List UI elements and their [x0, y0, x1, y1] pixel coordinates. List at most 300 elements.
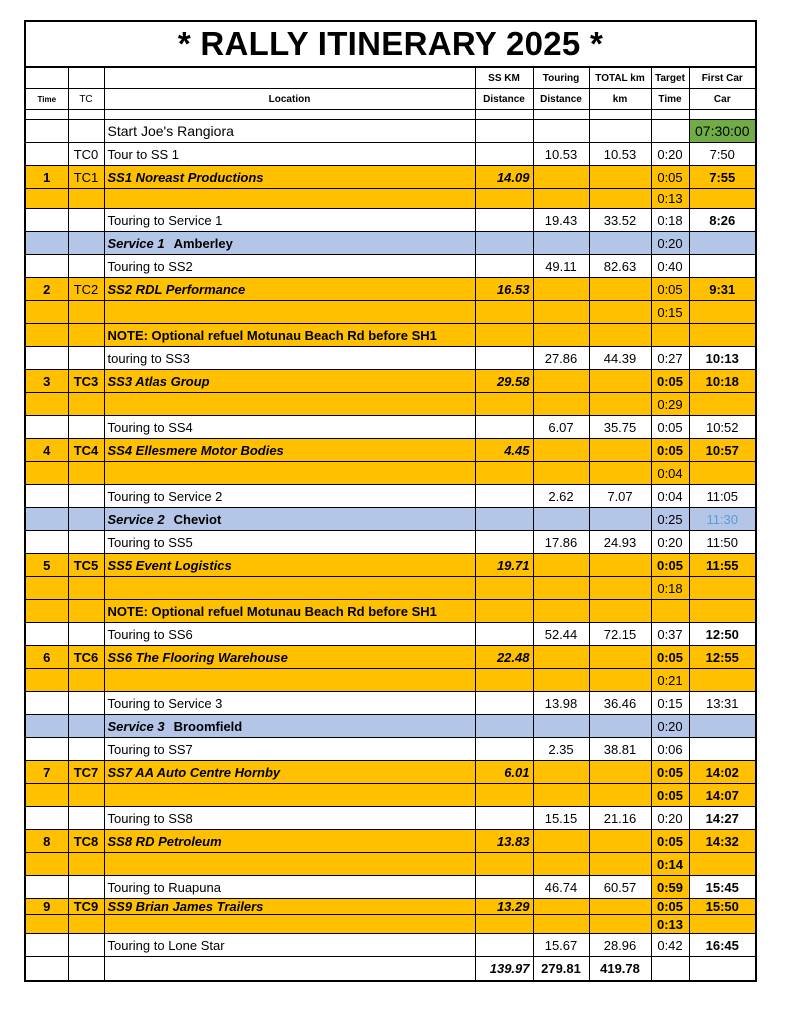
cell-tc: [68, 807, 104, 830]
cell-touring: [533, 600, 589, 623]
cell-tc: [68, 393, 104, 416]
cell-total: 72.15: [589, 623, 651, 646]
cell-ss-km: [475, 416, 533, 439]
table-row: [26, 554, 755, 577]
table-row: [26, 646, 755, 669]
cell-touring: 10.53: [533, 143, 589, 166]
cell-ss-km: [475, 143, 533, 166]
table-row: [26, 738, 755, 761]
cell-target-time: 0:20: [651, 807, 689, 830]
cell-total: 60.57: [589, 876, 651, 899]
cell-location: SS9 Brian James Trailers: [104, 899, 475, 915]
table-row: [26, 508, 755, 531]
cell-first-car: 14:32: [689, 830, 755, 853]
cell-tc: [68, 623, 104, 646]
cell-ss-km: [475, 531, 533, 554]
table-row: [26, 531, 755, 554]
table-row: [26, 209, 755, 232]
table-row: [26, 462, 755, 485]
cell-first-car: 15:50: [689, 899, 755, 915]
table-row: [26, 761, 755, 784]
cell-target: [26, 934, 68, 957]
cell-target: 6: [26, 646, 68, 669]
cell-location: [104, 577, 475, 600]
cell-target: [26, 853, 68, 876]
cell-touring: 52.44: [533, 623, 589, 646]
cell-target-time: 0:37: [651, 623, 689, 646]
cell-location: NOTE: Optional refuel Motunau Beach Rd before SH1: [104, 324, 475, 347]
cell-target: [26, 807, 68, 830]
table-row: [26, 577, 755, 600]
cell-ss-km: [475, 255, 533, 278]
service-label: Service 2: [107, 511, 165, 527]
cell-ss-km: [475, 784, 533, 807]
cell-location: SS8 RD Petroleum: [104, 830, 475, 853]
cell-first-car: 13:31: [689, 692, 755, 715]
header-target: Target: [651, 68, 689, 89]
start-location: Start Joe's Rangiora: [104, 120, 475, 143]
cell-location: Touring to SS8: [104, 807, 475, 830]
cell-ss-km: [475, 301, 533, 324]
cell-first-car: [689, 600, 755, 623]
cell-total: [589, 370, 651, 393]
cell-touring: [533, 761, 589, 784]
cell-first-car: [689, 669, 755, 692]
cell-target: [26, 324, 68, 347]
cell-total: [589, 324, 651, 347]
cell-total: 82.63: [589, 255, 651, 278]
cell-touring: [533, 189, 589, 209]
cell-total: [589, 646, 651, 669]
cell-first-car: 11:05: [689, 485, 755, 508]
cell-tc: TC9: [68, 899, 104, 915]
cell-target-time: 0:20: [651, 531, 689, 554]
cell-total: [589, 278, 651, 301]
cell-tc: [68, 715, 104, 738]
cell-ss-km: [475, 462, 533, 485]
cell-total: [589, 232, 651, 255]
cell-target: [26, 301, 68, 324]
cell-target: 1: [26, 166, 68, 189]
cell-tc: TC3: [68, 370, 104, 393]
cell-location: SS5 Event Logistics: [104, 554, 475, 577]
start-row: [26, 120, 755, 143]
cell-total: 24.93: [589, 531, 651, 554]
cell-location: [104, 508, 475, 531]
cell-ss-km: 13.29: [475, 899, 533, 915]
cell-first-car: [689, 189, 755, 209]
cell-target-time: [651, 600, 689, 623]
cell-touring: [533, 232, 589, 255]
cell-total: [589, 166, 651, 189]
cell-ss-km: [475, 915, 533, 934]
table-row: [26, 485, 755, 508]
cell-tc: [68, 738, 104, 761]
table-row: [26, 232, 755, 255]
table-row: [26, 915, 755, 934]
cell-touring: [533, 301, 589, 324]
header-ss-distance: Distance: [475, 89, 533, 110]
cell-ss-km: [475, 508, 533, 531]
cell-touring: [533, 554, 589, 577]
cell-first-car: 10:57: [689, 439, 755, 462]
table-row: [26, 324, 755, 347]
cell-ss-km: [475, 393, 533, 416]
cell-target-time: [651, 324, 689, 347]
cell-touring: [533, 830, 589, 853]
cell-total: 28.96: [589, 934, 651, 957]
cell-tc: TC0: [68, 143, 104, 166]
header-total-km: km: [589, 89, 651, 110]
cell-target-time: 0:05: [651, 899, 689, 915]
cell-location: Touring to Service 1: [104, 209, 475, 232]
cell-touring: 2.62: [533, 485, 589, 508]
cell-ss-km: [475, 715, 533, 738]
cell-tc: [68, 531, 104, 554]
cell-first-car: [689, 577, 755, 600]
cell-first-car: 7:50: [689, 143, 755, 166]
cell-location: Tour to SS 1: [104, 143, 475, 166]
header-car: Car: [689, 89, 755, 110]
cell-location: SS2 RDL Performance: [104, 278, 475, 301]
service-place: Amberley: [173, 235, 233, 251]
cell-total: 35.75: [589, 416, 651, 439]
cell-location: [104, 784, 475, 807]
cell-first-car: [689, 255, 755, 278]
cell-tc: [68, 853, 104, 876]
cell-target: [26, 232, 68, 255]
cell-target-time: 0:05: [651, 830, 689, 853]
cell-total: [589, 915, 651, 934]
cell-tc: [68, 301, 104, 324]
cell-touring: [533, 915, 589, 934]
cell-target-time: 0:13: [651, 915, 689, 934]
table-row: [26, 166, 755, 189]
header-first-car: First Car: [689, 68, 755, 89]
cell-ss-km: 22.48: [475, 646, 533, 669]
cell-tc: [68, 189, 104, 209]
cell-ss-km: [475, 324, 533, 347]
cell-target: 8: [26, 830, 68, 853]
header-touring: Touring: [533, 68, 589, 89]
cell-target-time: 0:40: [651, 255, 689, 278]
cell-tc: [68, 416, 104, 439]
cell-location: SS3 Atlas Group: [104, 370, 475, 393]
cell-touring: 15.67: [533, 934, 589, 957]
cell-touring: [533, 853, 589, 876]
cell-target-time: 0:05: [651, 370, 689, 393]
table-row: [26, 715, 755, 738]
cell-tc: [68, 692, 104, 715]
cell-touring: [533, 577, 589, 600]
table-row: [26, 899, 755, 915]
total-touring: 279.81: [533, 957, 589, 980]
cell-touring: 19.43: [533, 209, 589, 232]
cell-touring: [533, 899, 589, 915]
cell-tc: [68, 485, 104, 508]
service-place: Cheviot: [173, 511, 222, 527]
cell-location: touring to SS3: [104, 347, 475, 370]
cell-first-car: [689, 462, 755, 485]
cell-target-time: 0:05: [651, 646, 689, 669]
cell-location: [104, 669, 475, 692]
total-km: 419.78: [589, 957, 651, 980]
cell-tc: [68, 508, 104, 531]
cell-ss-km: [475, 853, 533, 876]
cell-tc: [68, 934, 104, 957]
table-row: [26, 600, 755, 623]
cell-total: [589, 439, 651, 462]
cell-target: 2: [26, 278, 68, 301]
cell-location: NOTE: Optional refuel Motunau Beach Rd before SH1: [104, 600, 475, 623]
cell-first-car: 7:55: [689, 166, 755, 189]
table-row: [26, 669, 755, 692]
cell-first-car: 10:13: [689, 347, 755, 370]
cell-target-time: 0:05: [651, 416, 689, 439]
table-row: [26, 278, 755, 301]
table-row: [26, 623, 755, 646]
cell-total: 36.46: [589, 692, 651, 715]
cell-location: Touring to Service 2: [104, 485, 475, 508]
cell-target-time: 0:42: [651, 934, 689, 957]
table-row: [26, 439, 755, 462]
cell-touring: [533, 278, 589, 301]
itinerary-table: [26, 67, 755, 980]
cell-target-time: 0:27: [651, 347, 689, 370]
cell-target-time: 0:59: [651, 876, 689, 899]
cell-total: [589, 301, 651, 324]
cell-touring: 13.98: [533, 692, 589, 715]
cell-target: 4: [26, 439, 68, 462]
cell-target: 3: [26, 370, 68, 393]
cell-ss-km: [475, 577, 533, 600]
cell-touring: 46.74: [533, 876, 589, 899]
cell-location: [104, 393, 475, 416]
cell-total: 38.81: [589, 738, 651, 761]
cell-tc: [68, 255, 104, 278]
cell-location: [104, 301, 475, 324]
cell-tc: TC6: [68, 646, 104, 669]
table-row: [26, 853, 755, 876]
cell-total: 10.53: [589, 143, 651, 166]
cell-target: [26, 255, 68, 278]
cell-location: Touring to Lone Star: [104, 934, 475, 957]
cell-target: [26, 915, 68, 934]
cell-target: [26, 600, 68, 623]
cell-target: [26, 347, 68, 370]
cell-first-car: 14:27: [689, 807, 755, 830]
header-target-col: Time: [26, 89, 68, 110]
cell-first-car: [689, 715, 755, 738]
cell-total: [589, 393, 651, 416]
cell-first-car: 10:18: [689, 370, 755, 393]
cell-target-time: 0:05: [651, 784, 689, 807]
cell-tc: [68, 600, 104, 623]
cell-ss-km: 14.09: [475, 166, 533, 189]
cell-first-car: 11:50: [689, 531, 755, 554]
cell-first-car: 12:50: [689, 623, 755, 646]
cell-location: SS6 The Flooring Warehouse: [104, 646, 475, 669]
cell-touring: 15.15: [533, 807, 589, 830]
cell-target: [26, 393, 68, 416]
cell-total: [589, 554, 651, 577]
cell-location: SS4 Ellesmere Motor Bodies: [104, 439, 475, 462]
cell-location: Touring to SS5: [104, 531, 475, 554]
cell-first-car: [689, 324, 755, 347]
cell-ss-km: [475, 807, 533, 830]
cell-ss-km: 13.83: [475, 830, 533, 853]
table-row: [26, 370, 755, 393]
cell-target: [26, 189, 68, 209]
cell-tc: TC4: [68, 439, 104, 462]
cell-target-time: 0:15: [651, 301, 689, 324]
cell-first-car: [689, 232, 755, 255]
cell-touring: [533, 324, 589, 347]
cell-tc: [68, 577, 104, 600]
cell-total: [589, 784, 651, 807]
cell-ss-km: [475, 485, 533, 508]
cell-first-car: [689, 915, 755, 934]
cell-total: [589, 899, 651, 915]
cell-total: [589, 761, 651, 784]
cell-target: [26, 623, 68, 646]
cell-ss-km: 29.58: [475, 370, 533, 393]
cell-target-time: 0:05: [651, 439, 689, 462]
cell-target-time: 0:18: [651, 209, 689, 232]
cell-touring: 27.86: [533, 347, 589, 370]
cell-target-time: 0:04: [651, 485, 689, 508]
cell-ss-km: [475, 876, 533, 899]
header-tc: TC: [68, 89, 104, 110]
cell-first-car: 12:55: [689, 646, 755, 669]
cell-first-car: 15:45: [689, 876, 755, 899]
cell-tc: TC1: [68, 166, 104, 189]
cell-ss-km: [475, 600, 533, 623]
cell-touring: 2.35: [533, 738, 589, 761]
table-row: [26, 143, 755, 166]
cell-touring: [533, 439, 589, 462]
cell-ss-km: [475, 692, 533, 715]
cell-first-car: 11:30: [689, 508, 755, 531]
header-cell: [104, 68, 475, 89]
cell-touring: [533, 669, 589, 692]
cell-first-car: [689, 301, 755, 324]
cell-target: [26, 876, 68, 899]
totals-row: [26, 957, 755, 980]
cell-target: [26, 209, 68, 232]
cell-ss-km: [475, 623, 533, 646]
cell-target: [26, 143, 68, 166]
cell-ss-km: 6.01: [475, 761, 533, 784]
cell-target: [26, 416, 68, 439]
cell-touring: 17.86: [533, 531, 589, 554]
cell-ss-km: 4.45: [475, 439, 533, 462]
cell-touring: [533, 393, 589, 416]
cell-ss-km: 19.71: [475, 554, 533, 577]
cell-total: [589, 462, 651, 485]
cell-target: [26, 715, 68, 738]
cell-location: Touring to Ruapuna: [104, 876, 475, 899]
cell-target: [26, 784, 68, 807]
cell-total: 7.07: [589, 485, 651, 508]
cell-target-time: 0:20: [651, 232, 689, 255]
cell-target: [26, 692, 68, 715]
cell-location: [104, 715, 475, 738]
cell-touring: [533, 715, 589, 738]
cell-target-time: 0:18: [651, 577, 689, 600]
cell-tc: [68, 784, 104, 807]
cell-target: [26, 669, 68, 692]
cell-ss-km: [475, 669, 533, 692]
cell-first-car: [689, 738, 755, 761]
header-target-time: Time: [651, 89, 689, 110]
cell-total: 21.16: [589, 807, 651, 830]
cell-target: 5: [26, 554, 68, 577]
cell-first-car: [689, 393, 755, 416]
table-row: [26, 830, 755, 853]
cell-tc: [68, 232, 104, 255]
cell-location: Touring to SS7: [104, 738, 475, 761]
table-row: [26, 876, 755, 899]
cell-ss-km: [475, 189, 533, 209]
total-ss-km: 139.97: [475, 957, 533, 980]
cell-target-time: 0:21: [651, 669, 689, 692]
cell-target-time: 0:25: [651, 508, 689, 531]
cell-ss-km: [475, 738, 533, 761]
cell-total: 44.39: [589, 347, 651, 370]
cell-touring: [533, 784, 589, 807]
cell-target-time: 0:04: [651, 462, 689, 485]
cell-tc: TC8: [68, 830, 104, 853]
cell-target-time: 0:20: [651, 715, 689, 738]
cell-target-time: 0:20: [651, 143, 689, 166]
cell-touring: 49.11: [533, 255, 589, 278]
cell-target-time: 0:05: [651, 166, 689, 189]
cell-target-time: 0:15: [651, 692, 689, 715]
cell-touring: [533, 166, 589, 189]
cell-first-car: 14:02: [689, 761, 755, 784]
page-title: * RALLY ITINERARY 2025 *: [26, 22, 755, 67]
spacer-row: [26, 110, 755, 120]
cell-touring: [533, 508, 589, 531]
table-row: [26, 347, 755, 370]
cell-location: Touring to SS4: [104, 416, 475, 439]
header-ss-km: SS KM: [475, 68, 533, 89]
cell-touring: [533, 646, 589, 669]
cell-target-time: 0:29: [651, 393, 689, 416]
cell-tc: TC2: [68, 278, 104, 301]
cell-total: [589, 715, 651, 738]
cell-ss-km: [475, 347, 533, 370]
cell-target: [26, 462, 68, 485]
cell-first-car: 14:07: [689, 784, 755, 807]
cell-location: SS1 Noreast Productions: [104, 166, 475, 189]
cell-ss-km: [475, 209, 533, 232]
table-row: [26, 416, 755, 439]
table-row: [26, 255, 755, 278]
cell-target: [26, 485, 68, 508]
cell-first-car: 8:26: [689, 209, 755, 232]
cell-touring: [533, 370, 589, 393]
header-cell: [26, 68, 68, 89]
cell-touring: [533, 462, 589, 485]
cell-tc: [68, 347, 104, 370]
cell-ss-km: [475, 934, 533, 957]
cell-target-time: 0:06: [651, 738, 689, 761]
cell-first-car: 11:55: [689, 554, 755, 577]
cell-total: [589, 600, 651, 623]
header-cell: [68, 68, 104, 89]
